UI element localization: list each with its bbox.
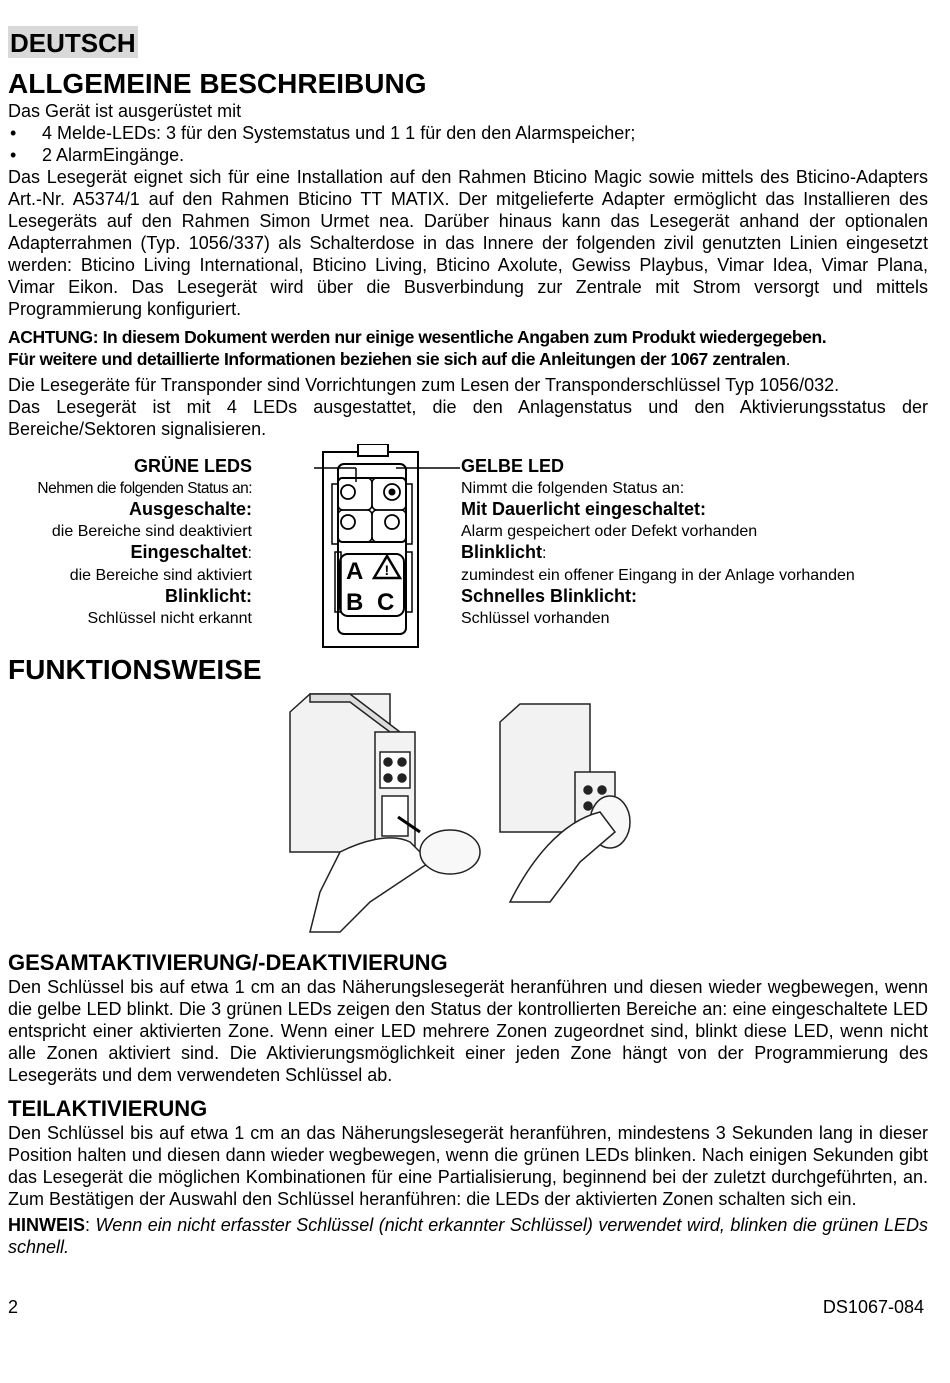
warning-line-1: ACHTUNG: In diesem Dokument werden nur einige wesentliche Angaben zum Produkt wiedergegeben. [8, 327, 827, 347]
document-code: DS1067-084 [822, 1297, 924, 1317]
yellow-state-1: Mit Dauerlicht eingeschaltet: [461, 499, 707, 519]
transponder-paragraph: Die Lesegeräte für Transponder sind Vorrichtungen zum Lesen der Transponderschlüssel Typ 1056/032. [8, 375, 840, 395]
green-leds-title: GRÜNE LEDS [133, 456, 252, 476]
yellow-state-2-colon: : [542, 545, 547, 562]
hint-colon: : [85, 1215, 91, 1235]
bullet-text: 2 AlarmEingänge. [42, 145, 185, 165]
total-activation-text: Den Schlüssel bis auf etwa 1 cm an das Näherungslesegerät heranführen und diesen wieder wegbewegen, wenn die gelbe LED blinkt. Die 3 grünen LEDs zeigen den Status der kontrollierten Bereiche an: eine eingeschaltete LED entspricht einer aktivierten Zone. Wenn einer LED mehrere Zonen zugeordnet sind, blinkt diese LED, wenn nicht alle Zonen aktiviert sind. Die Aktivierungsmöglichkeit einer jeden Zone hängt von der Programmierung des Lesegeräts und dem verwendeten Schlüssel ab. [8, 977, 928, 1085]
green-state-2-colon: : [247, 545, 252, 562]
warning-exclamation: ! [384, 562, 390, 578]
yellow-led-title: GELBE LED [461, 456, 565, 476]
zone-b-label: B [346, 589, 364, 616]
green-leds-legend [0, 456, 252, 629]
bullet-text: 4 Melde-LEDs: 3 für den Systemstatus und 1 1 für den den Alarmspeicher; [42, 123, 636, 143]
description-paragraph: Das Lesegerät eignet sich für eine Installation auf den Rahmen Bticino Magic sowie mittels des Bticino-Adapters Art.-Nr. A5374/1 auf den Rahmen Bticino TT MATIX. Der mitgelieferte Adapter ermöglicht das Installieren des Lesegeräts auf den Rahmen Simon Urmet nea. Darüber hinaus kann das Lesegerät anhand der optionalen Adapterrahmen (Typ. 1056/337) als Schalterdose in das Innere der folgenden zivil genutzten Linien eingesetzt werden: Bticino Living International, Bticino Living, Bticino Axolute, Gewiss Playbus, Vimar Idea, Vimar Plana, Vimar Eikon. Das Lesegerät wird über die Busverbindung zur Zentrale mit Strom versorgt und mittels Programmierung konfiguriert. [8, 167, 928, 319]
green-leds-subtitle: Nehmen die folgenden Status an: [37, 479, 252, 497]
green-desc-2: die Bereiche sind aktiviert [69, 566, 252, 584]
warning-line-2: Für weitere und detaillierte Informationen beziehen sie sich auf die Anleitungen der 1067 zentralen [8, 349, 786, 369]
yellow-desc-3: Schlüssel vorhanden [461, 609, 610, 627]
page-footer [8, 1297, 924, 1318]
green-desc-3: Schlüssel nicht erkannt [87, 609, 252, 627]
bullet-icon: • [10, 123, 17, 143]
hint-label: HINWEIS [8, 1215, 86, 1235]
warning-line-end: . [785, 349, 791, 369]
yellow-state-3: Schnelles Blinklicht: [461, 586, 638, 606]
hint-text: Wenn ein nicht erfasster Schlüssel (nicht erkannter Schlüssel) verwendet wird, blinken die grünen LEDs schnell. [8, 1215, 928, 1257]
zone-a-label: A [346, 558, 364, 585]
intro-text: Das Gerät ist ausgerüstet mit [8, 101, 242, 121]
green-state-1: Ausgeschalte: [128, 499, 252, 519]
heading-partial-activation: TEILAKTIVIERUNG [8, 1096, 208, 1121]
hint-note [8, 1214, 928, 1258]
green-led-icon [385, 515, 399, 529]
partial-activation-text: Den Schlüssel bis auf etwa 1 cm an das Näherungslesegerät heranführen, mindestens 3 Sekunden lang in dieser Position halten und diesen dann wieder wegbewegen, wenn die grünen LEDs blinken. Nach einigen Sekunden gibt das Lesegerät die möglichen Kombinationen für eine Partialisierung, beginnend bei der zuletzt durchgeführten, an. Zum Bestätigen der Auswahl den Schlüssel heranführen: die LEDs der aktivierten Zonen schalten sich ein. [8, 1123, 928, 1209]
page-number: 2 [8, 1297, 19, 1317]
green-led-icon [341, 485, 355, 499]
usage-illustration [8, 692, 928, 942]
green-desc-1: die Bereiche sind deaktiviert [51, 522, 252, 540]
warning-note [8, 326, 928, 370]
bullet-item [8, 144, 928, 166]
bullet-icon: • [10, 145, 17, 165]
yellow-desc-1: Alarm gespeichert oder Defekt vorhanden [461, 522, 758, 540]
heading-total-activation: GESAMTAKTIVIERUNG/-DEAKTIVIERUNG [8, 950, 448, 975]
yellow-desc-2: zumindest ein offener Eingang in der Anlage vorhanden [461, 566, 855, 584]
heading-operation: FUNKTIONSWEISE [8, 654, 262, 685]
key-disc-left [420, 830, 480, 874]
green-state-2: Eingeschaltet [130, 542, 248, 562]
led-paragraph: Das Lesegerät ist mit 4 LEDs ausgestattet, die den Anlagenstatus und den Aktivierungsstatus der Bereiche/Sektoren signalisieren. [8, 397, 928, 439]
language-label: DEUTSCH [10, 28, 136, 58]
yellow-state-2: Blinklicht [461, 542, 543, 562]
led-diagram [8, 444, 928, 652]
bullet-item [8, 122, 928, 144]
heading-general-description: ALLGEMEINE BESCHREIBUNG [8, 68, 427, 99]
yellow-led-subtitle: Nimmt die folgenden Status an: [461, 479, 685, 497]
zone-c-label: C [377, 589, 395, 616]
document-page [8, 26, 928, 1258]
key-presentation-illustration [280, 692, 660, 942]
green-state-3: Blinklicht: [164, 586, 252, 606]
yellow-led-legend [461, 456, 931, 629]
green-led-icon [341, 515, 355, 529]
